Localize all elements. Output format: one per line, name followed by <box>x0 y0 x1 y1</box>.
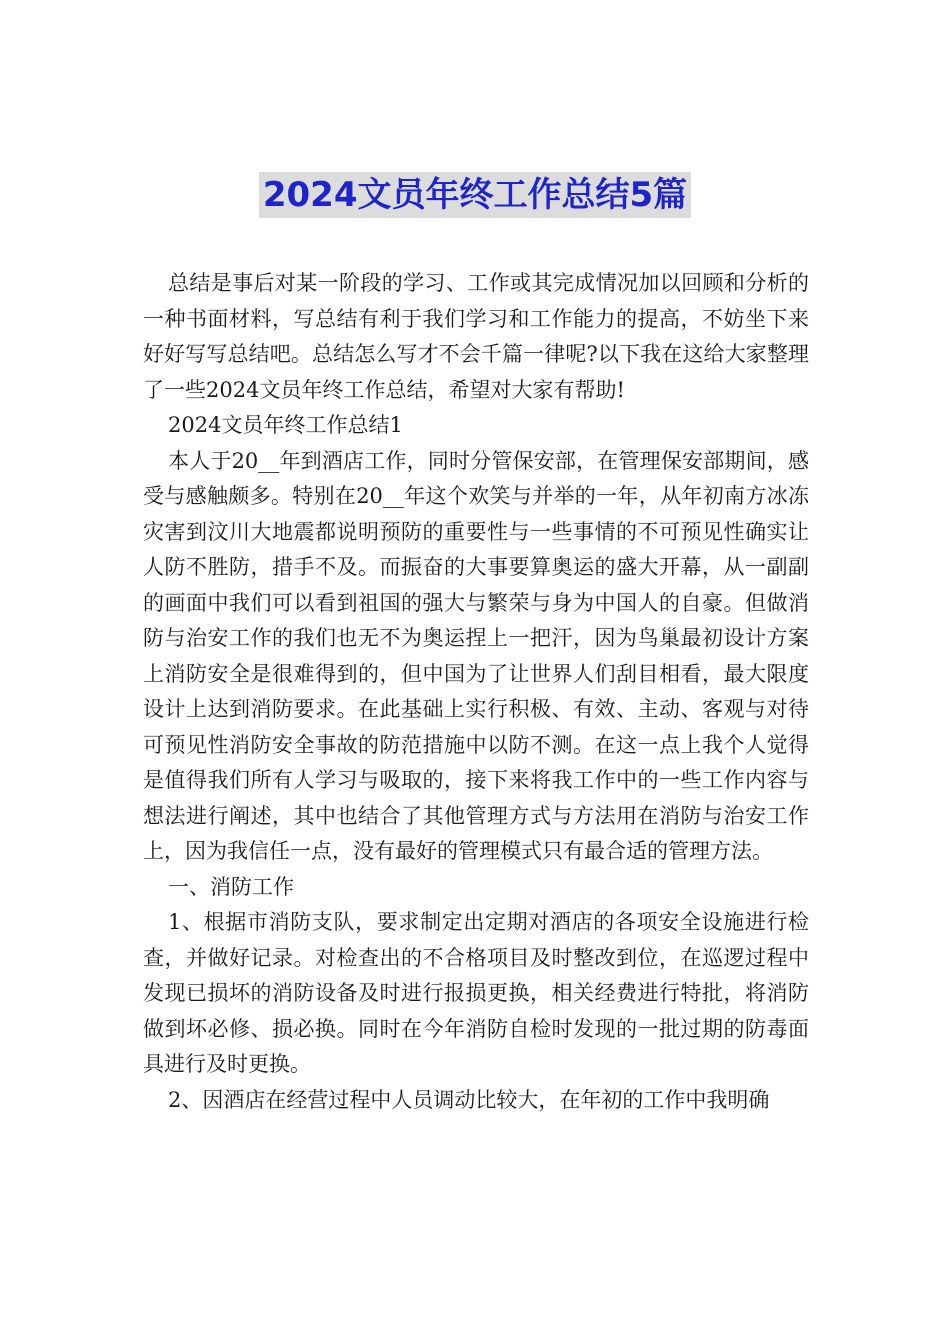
document-body <box>143 266 809 1118</box>
section-heading-1: 2024文员年终工作总结1 <box>168 413 403 437</box>
title-container <box>0 172 950 218</box>
subsection-heading: 一、消防工作 <box>168 874 294 899</box>
document-title: 2024文员年终工作总结5篇 <box>259 172 691 218</box>
paragraph-body: 本人于20__年到酒店工作，同时分管保安部，在管理保安部期间，感受与感触颇多。特别在20__年这个欢笑与并举的一年，从年初南方冰冻灾害到汶川大地震都说明预防的重要性与一些事情的不可预见性确实让人防不胜防，措手不及。而振奋的大事要算奥运的盛大开幕，从一副副的画面中我们可以看到祖国的强大与繁荣与身为中国人的自豪。但做消防与治安工作的我们也无不为奥运捏上一把汗，因为鸟巢最初设计方案上消防安全是很难得到的，但中国为了让世界人们刮目相看，最大限度设计上达到消防要求。在此基础上实行积极、有效、主动、客观与对待可预见性消防安全事故的防范措施中以防不测。在这一点上我个人觉得是值得我们所有人学习与吸取的，接下来将我工作中的一些工作内容与想法进行阐述，其中也结合了其他管理方式与方法用在消防与治安工作上，因为我信任一点，没有最好的管理模式只有最合适的管理方法。 <box>143 448 809 863</box>
paragraph-intro: 总结是事后对某一阶段的学习、工作或其完成情况加以回顾和分析的一种书面材料，写总结有利于我们学习和工作能力的提高，不妨坐下来好好写写总结吧。总结怎么写才不会千篇一律呢?以下我在这给大家整理了一些2024文员年终工作总结，希望对大家有帮助! <box>143 271 809 402</box>
list-item-2: 2、因酒店在经营过程中人员调动比较大，在年初的工作中我明确 <box>168 1087 770 1112</box>
list-item-1: 1、根据市消防支队，要求制定出定期对酒店的各项安全设施进行检查，并做好记录。对检查出的不合格项目及时整改到位，在巡逻过程中发现已损坏的消防设备及时进行报损更换，相关经费进行特批，将消防做到坏必修、损必换。同时在今年消防自检时发现的一批过期的防毒面具进行及时更换。 <box>143 910 809 1076</box>
